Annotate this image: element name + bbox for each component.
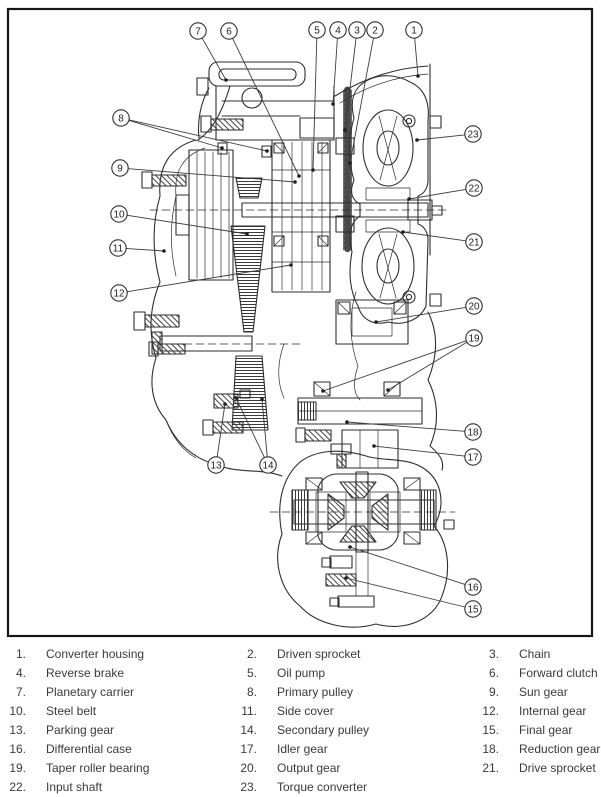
callout-number: 5 [314, 25, 320, 37]
callout-number: 11 [112, 243, 124, 255]
leader-line [403, 232, 466, 241]
leader-line [129, 120, 222, 148]
legend-item-label: Input shaft [46, 780, 103, 794]
leader-line [323, 341, 466, 391]
callout-number: 9 [117, 163, 123, 175]
leader-dot [245, 232, 249, 236]
legend-item-label: Forward clutch [519, 666, 598, 680]
callout-number: 22 [468, 183, 480, 195]
callout-number: 12 [113, 288, 125, 300]
legend-item-number: 3. [488, 647, 499, 661]
legend-item-label: Final gear [519, 723, 573, 737]
reverse-brake-drum-drawing [176, 150, 233, 280]
legend-item-number: 1. [15, 647, 26, 661]
legend-item-number: 14. [240, 723, 257, 737]
leader-dot [343, 128, 347, 132]
leader-dot [416, 74, 420, 78]
callout-12 [111, 263, 293, 301]
callout-number: 17 [467, 452, 479, 464]
transaxle-drawing [134, 62, 455, 627]
legend-item-number: 2. [246, 647, 257, 661]
legend-item-number: 21. [482, 761, 499, 775]
leader-line [417, 135, 465, 140]
callout-1 [406, 22, 422, 78]
callout-number: 19 [468, 333, 480, 345]
leader-line [409, 189, 466, 199]
legend-item-number: 9. [488, 685, 499, 699]
callout-15 [344, 576, 481, 617]
leader-dot [372, 444, 376, 448]
legend-item-number: 20. [240, 761, 257, 775]
legend-item-label: Idler gear [277, 742, 328, 756]
diagram-border [8, 9, 592, 636]
callout-number: 13 [210, 460, 222, 472]
legend-item-number: 8. [246, 685, 257, 699]
callout-number: 18 [467, 427, 479, 439]
callout-22 [407, 180, 482, 201]
legend-item-label: Side cover [277, 704, 334, 718]
leader-line [333, 38, 337, 104]
legend-item [473, 721, 601, 740]
legend-item [0, 759, 231, 778]
legend-item [231, 664, 473, 683]
legend-item [0, 664, 231, 683]
leader-dot [374, 320, 378, 324]
legend-item-label: Drive sprocket [519, 761, 596, 775]
leader-dot [297, 174, 301, 178]
leader-dot [223, 402, 227, 406]
legend-item-number: 23. [240, 780, 257, 794]
callout-number: 23 [467, 129, 479, 141]
callout-number: 21 [468, 237, 480, 249]
legend-item-number: 16. [9, 742, 26, 756]
legend-item-label: Differential case [46, 742, 132, 756]
leader-line [374, 446, 465, 456]
legend-item [473, 664, 601, 683]
legend-item-label: Oil pump [277, 666, 326, 680]
legend-item [0, 702, 231, 721]
differential-drawing [270, 444, 455, 627]
callout-number: 16 [467, 582, 479, 594]
leader-dot [401, 230, 405, 234]
callout-number: 15 [467, 604, 479, 616]
legend-item [231, 721, 473, 740]
callout-13 [208, 402, 227, 473]
input-shaft-drawing [150, 200, 448, 220]
legend-item [231, 683, 473, 702]
leader-line [376, 307, 466, 322]
leader-dot [407, 197, 411, 201]
legend-item-label: Torque converter [277, 780, 368, 794]
legend-item-label: Output gear [277, 761, 341, 775]
legend-item [473, 683, 601, 702]
leader-dot [344, 576, 348, 580]
callout-23 [415, 126, 481, 142]
callout-number: 3 [354, 25, 360, 37]
leader-dot [345, 420, 349, 424]
legend-item-label: Primary pulley [277, 685, 354, 699]
leader-dot [348, 161, 352, 165]
legend-item-number: 13. [9, 723, 26, 737]
leader-dot [331, 102, 335, 106]
leader-line [127, 265, 291, 292]
legend-item [0, 740, 231, 759]
legend-item-label: Taper roller bearing [46, 761, 150, 775]
leader-dot [260, 397, 264, 401]
legend-item-number: 12. [482, 704, 499, 718]
legend-item-label: Reverse brake [46, 666, 125, 680]
callout-number: 7 [195, 26, 201, 38]
callout-20 [374, 298, 482, 324]
legend-item [231, 645, 473, 664]
leader-dot [386, 388, 390, 392]
leader-dot [289, 263, 293, 267]
legend-item-number: 19. [9, 761, 26, 775]
legend-item [473, 702, 601, 721]
leader-dot [162, 249, 166, 253]
leader-dot [265, 149, 269, 153]
legend-item-number: 10. [9, 704, 26, 718]
callout-number: 2 [372, 25, 378, 37]
legend-item-label: Parking gear [46, 723, 115, 737]
leader-line [202, 38, 226, 80]
callout-number: 14 [262, 460, 274, 472]
legend-item [0, 645, 231, 664]
legend-item-label: Secondary pulley [277, 723, 370, 737]
legend-item [473, 740, 601, 759]
legend-item-label: Planetary carrier [46, 685, 135, 699]
leader-dot [415, 138, 419, 142]
callout-21 [401, 230, 482, 250]
legend-item-label: Steel belt [46, 704, 97, 718]
legend-item-label: Chain [519, 647, 551, 661]
leader-dot [321, 389, 325, 393]
callout-number: 20 [468, 301, 480, 313]
callout-5 [309, 22, 325, 172]
legend-item-number: 11. [241, 704, 257, 718]
legend-item [473, 759, 601, 778]
leader-line [346, 578, 465, 607]
legend-item [231, 778, 473, 797]
leader-line [313, 38, 317, 170]
legend-item [231, 702, 473, 721]
legend-item-number: 17. [240, 742, 257, 756]
legend-item-number: 4. [15, 666, 26, 680]
callout-number: 6 [226, 26, 232, 38]
gear-train-drawing [279, 292, 443, 470]
leader-line [126, 249, 164, 252]
callout-3 [343, 22, 365, 132]
callout-19 [321, 330, 482, 393]
legend-item-number: 6. [488, 666, 499, 680]
legend-item-number: 18. [482, 742, 499, 756]
leader-dot [224, 78, 228, 82]
callout-number: 10 [113, 209, 125, 221]
leader-line [388, 342, 467, 390]
legend-item-number: 5. [246, 666, 257, 680]
callout-number: 1 [411, 25, 417, 37]
leader-dot [220, 146, 224, 150]
callout-9 [112, 160, 297, 184]
leader-dot [293, 180, 297, 184]
leader-dot [348, 545, 352, 549]
legend-item-label: Sun gear [519, 685, 568, 699]
legend-item-label: Internal gear [519, 704, 587, 718]
legend-item [231, 740, 473, 759]
legend-item [0, 683, 231, 702]
leader-dot [311, 168, 315, 172]
legend-item [473, 645, 601, 664]
legend-item-label: Driven sprocket [277, 647, 361, 661]
legend-item-number: 7. [15, 685, 26, 699]
callout-17 [372, 444, 481, 465]
leader-line [233, 39, 299, 176]
legend-item-label: Converter housing [46, 647, 145, 661]
legend-item [0, 778, 231, 797]
callout-11 [110, 240, 166, 256]
legend-item-label: Reduction gear [519, 742, 601, 756]
legend-item [231, 759, 473, 778]
leader-line [415, 38, 418, 76]
legend-item-number: 15. [482, 723, 499, 737]
legend-item-number: 22. [9, 780, 26, 794]
leader-dot [234, 396, 238, 400]
parts-legend [0, 645, 601, 797]
callout-number: 4 [335, 25, 341, 37]
legend-item [0, 721, 231, 740]
callout-2 [348, 22, 383, 165]
callout-number: 8 [118, 113, 124, 125]
